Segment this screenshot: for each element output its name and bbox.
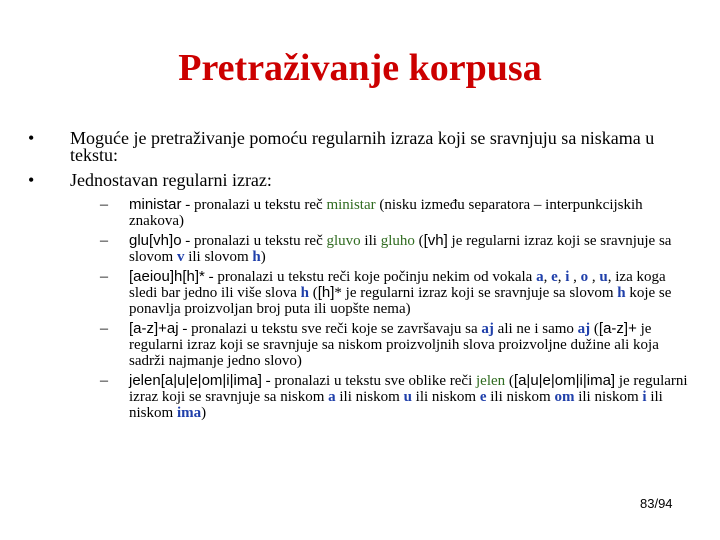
highlight-letter: e: [551, 269, 558, 285]
text: ,: [569, 269, 581, 285]
text: ili niskom: [411, 389, 480, 405]
text: , iza koga sledi bar jedno ili više slova: [129, 269, 666, 301]
highlight-word: ministar: [326, 197, 376, 213]
text: ili niskom: [335, 389, 404, 405]
text: - pronalazi u tekstu reči koje počinju nekim od vokala: [204, 269, 537, 285]
text: (nisku između separatora – interpunkcijskih znakova): [129, 197, 643, 229]
text: je regularni izraz koji se sravnjuje sa niskom: [129, 373, 688, 405]
sub-item-ministar: [100, 197, 688, 229]
text: (: [414, 233, 424, 249]
text: je regularni izraz koji se sravnjuje sa slovom: [129, 233, 672, 265]
highlight-letter: u: [599, 269, 608, 285]
text: ,: [588, 269, 600, 285]
regex-code: ministar: [129, 196, 182, 213]
text: - pronalazi u tekstu reč: [181, 197, 327, 213]
text: ili niskom: [486, 389, 555, 405]
text: ali ne i samo: [493, 321, 578, 337]
highlight-word: gluvo: [326, 233, 361, 249]
text: ili niskom: [129, 389, 663, 421]
text: koje se ponavlja proizvoljan broj puta ili uopšte nema): [129, 285, 672, 317]
regex-code: [a-z]+: [598, 320, 637, 337]
sub-item-gluvo: [100, 233, 688, 265]
highlight-letter: ima: [176, 405, 202, 421]
highlight-letter: h: [300, 285, 309, 301]
page-number: 83/94: [640, 496, 673, 511]
dash-marker: –: [100, 196, 108, 213]
bullet-2-text: Jednostavan regularni izraz:: [70, 170, 272, 190]
highlight-letter: om: [554, 389, 575, 405]
highlight-letter: a: [328, 389, 336, 405]
text: - pronalazi u tekstu sve reči koje se završavaju sa: [178, 321, 482, 337]
regex-code: [vh]: [423, 232, 448, 249]
dash-marker: –: [100, 268, 108, 285]
text: ili: [360, 233, 381, 249]
bullet-dot: •: [28, 128, 35, 148]
text: je regularni izraz koji se sravnjuje sa niskom proizvoljnih slova proizvoljne dužine ali koja sadrži najmanje jedno slovo): [129, 321, 659, 369]
regex-code: [aeiou]h[h]*: [129, 268, 205, 285]
dash-marker: –: [100, 232, 108, 249]
sub-item-jelen: [100, 373, 688, 421]
highlight-letter: e: [479, 389, 487, 405]
highlight-letter: v: [176, 249, 185, 265]
text: ): [201, 405, 207, 421]
bullet-dot: •: [28, 170, 35, 190]
text: ,: [543, 269, 552, 285]
sub-item-vowel-h: [100, 269, 688, 317]
text: (: [590, 321, 599, 337]
bullet-1: [28, 130, 688, 164]
dash-marker: –: [100, 372, 108, 389]
text: - pronalazi u tekstu reč: [181, 233, 327, 249]
text: (: [308, 285, 318, 301]
highlight-letter: a: [536, 269, 544, 285]
text: - pronalazi u tekstu sve oblike reči: [261, 373, 476, 389]
regex-code: glu[vh]o: [129, 232, 182, 249]
regex-code: [h]: [317, 284, 335, 301]
highlight-letter: i: [642, 389, 647, 405]
sub-item-aj: [100, 321, 688, 369]
regex-code: jelen[a|u|e|om|i|ima]: [129, 372, 262, 389]
slide-body: [28, 130, 688, 425]
dash-marker: –: [100, 320, 108, 337]
regex-code: [a|u|e|om|i|ima]: [513, 372, 616, 389]
bullet-2: [28, 172, 688, 189]
text: (: [505, 373, 514, 389]
highlight-letter: u: [403, 389, 412, 405]
slide-title: Pretraživanje korpusa: [178, 47, 542, 89]
highlight-letter: aj: [481, 321, 494, 337]
text: ,: [557, 269, 566, 285]
highlight-letter: h: [252, 249, 261, 265]
regex-code: [a-z]+aj: [129, 320, 179, 337]
highlight-letter: h: [617, 285, 626, 301]
highlight-letter: o: [580, 269, 589, 285]
text: ili slovom: [184, 249, 253, 265]
highlight-letter: aj: [577, 321, 591, 337]
text: * je regularni izraz koji se sravnjuje sa slovom: [334, 285, 618, 301]
highlight-word: jelen: [476, 373, 506, 389]
text: ili niskom: [574, 389, 643, 405]
text: ): [260, 249, 266, 265]
highlight-letter: i: [565, 269, 570, 285]
bullet-1-text: Moguće je pretraživanje pomoću regularnih izraza koji se sravnjuju sa niskama u tekstu:: [70, 128, 655, 165]
highlight-word: gluho: [380, 233, 415, 249]
